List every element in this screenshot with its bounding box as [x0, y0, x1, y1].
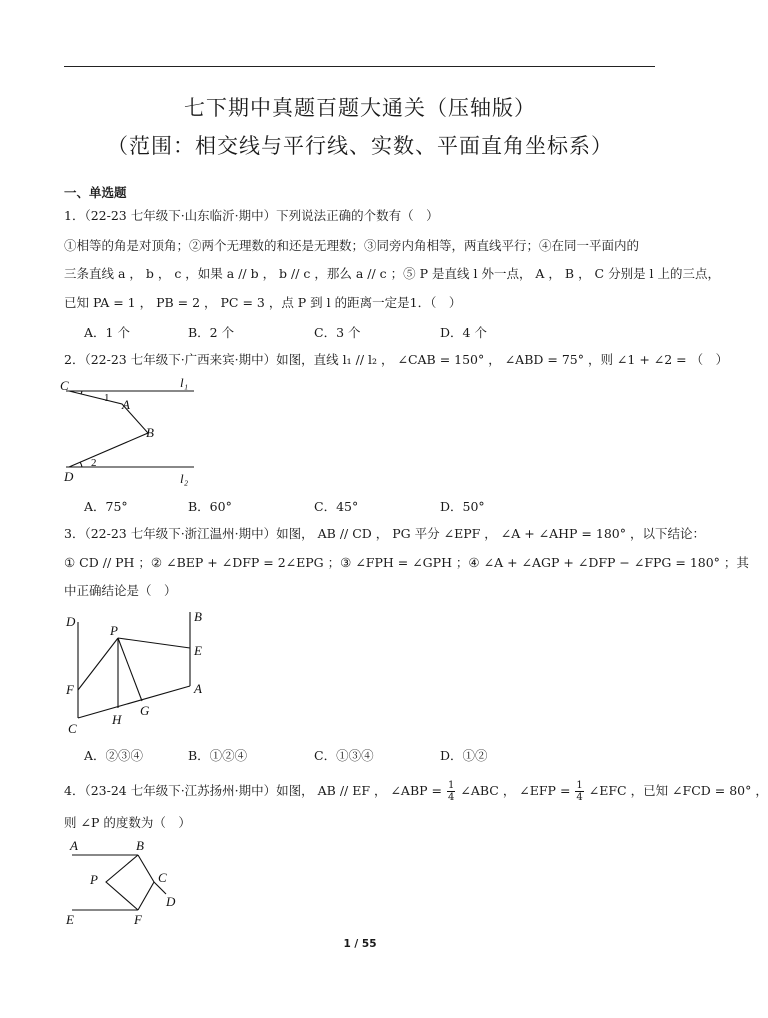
q4-figure — [62, 836, 192, 932]
page-number: 1 / 55 — [343, 938, 377, 950]
q4-label-f: F — [134, 912, 142, 927]
q3-text-1: ① CD // PH ；② ∠BEP + ∠DFP = 2∠EPG ；③ ∠FPH = ∠GPH ；④ ∠A + ∠AGP + ∠DFP − ∠FPG = 180° ；其 — [64, 555, 749, 570]
page-title: 七下期中真题百题大通关（压轴版） — [184, 96, 536, 120]
q3-label-p: P — [110, 623, 118, 638]
q4-fraction-1 — [447, 780, 455, 803]
q3-label-d: D — [66, 614, 76, 629]
q2-label-2: 2 — [91, 457, 97, 469]
page-subtitle: （范围：相交线与平行线、实数、平面直角坐标系） — [107, 134, 613, 158]
q1-text-3: 已知 PA = 1 ， PB = 2 ， PC = 3 ，点 P 到 l 的距离一定是1．（ ） — [64, 295, 462, 310]
q1-option-d: D．4 个 — [440, 325, 487, 340]
q2-label-a: A — [122, 397, 130, 412]
q3-figure — [62, 606, 212, 736]
q4-fraction-2 — [575, 780, 583, 803]
q3-label-e: E — [194, 643, 202, 658]
q4-label-p: P — [90, 872, 98, 887]
q4-stem — [64, 778, 768, 804]
q3-line-pe — [118, 638, 190, 648]
q4-broken-bcf — [138, 855, 154, 910]
q4-stem-part-3: ∠EFC ，已知 ∠FCD = 80° ， — [588, 783, 768, 798]
q1-option-c: C．3 个 — [314, 325, 361, 340]
q3-option-b: B．①②④ — [188, 748, 248, 763]
q1-option-a: A．1 个 — [84, 325, 130, 340]
q2-stem: 2．（22-23 七年级下·广西来宾·期中）如图，直线 l₁ // l₂ ， ∠CAB = 150° ， ∠ABD = 75° ，则 ∠1 + ∠2 = （ ） — [64, 352, 729, 367]
q3-option-a: A．②③④ — [84, 748, 144, 763]
q4-stem-part-2: ∠ABC ， ∠EFP = — [460, 783, 571, 798]
q4-label-c: C — [158, 870, 167, 885]
q4-label-e: E — [66, 912, 74, 927]
q4-fraction-1-num: 1 — [448, 780, 455, 791]
q3-label-c: C — [68, 721, 77, 736]
q3-text-2: 中正确结论是（ ） — [64, 583, 177, 598]
q3-label-a: A — [194, 681, 202, 696]
q2-label-l2: l₂ — [180, 471, 189, 486]
q3-option-d: D．①② — [440, 748, 488, 763]
q2-option-b: B．60° — [188, 499, 232, 514]
q4-broken-bpf — [106, 855, 138, 910]
q2-option-c: C．45° — [314, 499, 359, 514]
q3-stem: 3．（22-23 七年级下·浙江温州·期中）如图， AB // CD ， PG 平分 ∠EPF ， ∠A + ∠AHP = 180° ，以下结论： — [64, 526, 705, 541]
q4-fraction-1-den: 4 — [448, 792, 455, 803]
section-heading: 一、单选题 — [64, 185, 127, 200]
q2-label-c: C — [60, 378, 69, 393]
q2-label-b: B — [146, 425, 154, 440]
q3-label-g: G — [140, 703, 150, 718]
q1-stem: 1．（22-23 七年级下·山东临沂·期中）下列说法正确的个数有（ ） — [64, 208, 439, 223]
q3-line-pg — [118, 638, 142, 701]
q4-fraction-2-den: 4 — [576, 792, 583, 803]
q3-label-b: B — [194, 609, 202, 624]
q2-label-1: 1 — [104, 392, 110, 404]
q2-option-d: D．50° — [440, 499, 485, 514]
q4-text-1: 则 ∠P 的度数为（ ） — [64, 815, 191, 830]
q2-label-l1: l₁ — [180, 375, 189, 390]
q2-label-d: D — [64, 469, 74, 484]
q2-option-a: A．75° — [84, 499, 128, 514]
q3-line-ca — [78, 686, 190, 718]
q4-label-b: B — [136, 838, 144, 853]
q1-option-b: B．2 个 — [188, 325, 235, 340]
header-rule — [64, 66, 655, 67]
q2-angle2-arc — [80, 462, 82, 467]
q3-line-fp — [78, 638, 118, 690]
q3-label-f: F — [66, 682, 74, 697]
q3-option-c: C．①③④ — [314, 748, 374, 763]
q1-text-2: 三条直线 a ， b ， c ，如果 a // b ， b // c ，那么 a // c ；⑤ P 是直线 l 外一点， A ， B ， C 分别是 l 上的三点， — [64, 266, 721, 281]
q4-label-a: A — [70, 838, 78, 853]
q3-label-h: H — [112, 712, 122, 727]
q2-figure — [62, 374, 202, 486]
q4-fraction-2-num: 1 — [576, 780, 583, 791]
q4-stem-part-1: 4．（23-24 七年级下·江苏扬州·期中）如图， AB // EF ， ∠ABP = — [64, 783, 443, 798]
q1-text-1: ①相等的角是对顶角；②两个无理数的和还是无理数；③同旁内角相等，两直线平行；④在同一平面内的 — [64, 238, 640, 253]
q4-label-d: D — [166, 894, 176, 909]
